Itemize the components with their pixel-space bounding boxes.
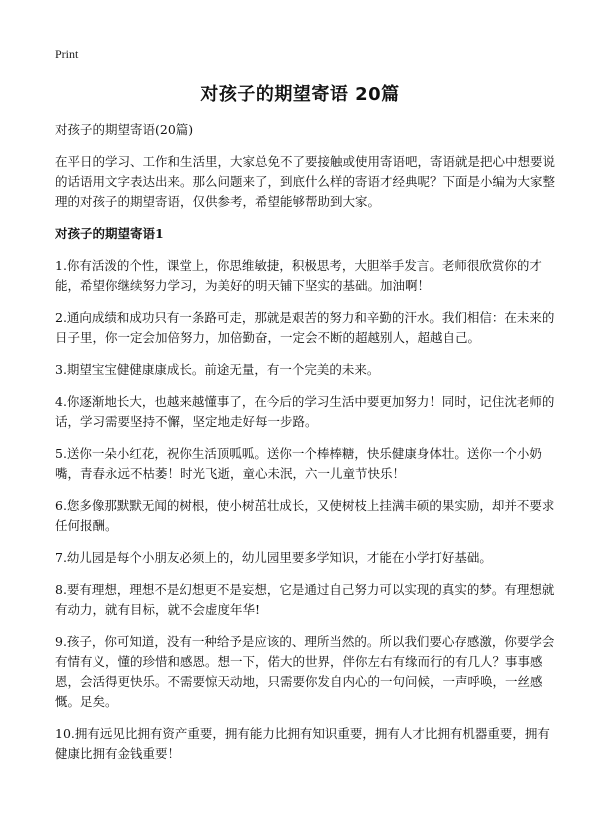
list-item: 3.期望宝宝健健康康成长。前途无量，有一个完美的未来。: [55, 362, 380, 377]
document-body: [55, 120, 555, 776]
list-item: 6.您多像那默默无闻的树根，使小树茁壮成长，又使树枝上挂满丰硕的果实励，却并不要求任何报酬。: [55, 498, 555, 533]
print-link[interactable]: Print: [55, 47, 79, 61]
list-item: 1.你有活泼的个性，课堂上，你思维敏捷，积极思考，大胆举手发言。老师很欣赏你的才能，希望你继续努力学习，为美好的明天铺下坚实的基础。加油啊！: [55, 258, 542, 293]
list-item: 5.送你一朵小红花，祝你生活顶呱呱。送你一个棒棒糖，快乐健康身体壮。送你一个小奶嘴，青春永远不枯萎！时光飞逝，童心未泯，六一儿童节快乐！: [55, 446, 542, 481]
section-heading: 对孩子的期望寄语1: [55, 226, 164, 241]
list-item: 9.孩子，你可知道，没有一种给予是应该的、理所当然的。所以我们要心存感激，你要学会有情有义，懂的珍惜和感恩。想一下，偌大的世界，伴你左右有缘而行的有几人？事事感恩，会活得更快乐。不需要惊天动地，只需要你发自内心的一句问候，一声呼唤，一丝感慨。足矣。: [55, 634, 555, 709]
page-title: 对孩子的期望寄语 20篇: [200, 84, 400, 105]
list-item: 8.要有理想，理想不是幻想更不是妄想，它是通过自己努力可以实现的真实的梦。有理想就有动力，就有目标，就不会虚度年华!: [55, 582, 555, 617]
list-item: 2.通向成绩和成功只有一条路可走，那就是艰苦的努力和辛勤的汗水。我们相信：在未来的日子里，你一定会加倍努力，加倍勤奋，一定会不断的超越别人，超越自己。: [55, 310, 555, 345]
intro-paragraph: 在平日的学习、工作和生活里，大家总免不了要接触或使用寄语吧，寄语就是把心中想要说的话语用文字表达出来。那么问题来了，到底什么样的寄语才经典呢？下面是小编为大家整理的对孩子的期望寄语，仅供参考，希望能够帮助到大家。: [55, 154, 556, 209]
list-item: 4.你逐渐地长大，也越来越懂事了，在今后的学习生活中要更加努力！同时，记住沈老师的话，学习需要坚持不懈，坚定地走好每一步路。: [55, 394, 555, 429]
list-item: 10.拥有远见比拥有资产重要，拥有能力比拥有知识重要，拥有人才比拥有机器重要，拥有健康比拥有金钱重要！: [55, 726, 550, 761]
list-item: 7.幼儿园是每个小朋友必须上的，幼儿园里要多学知识，才能在小学打好基础。: [55, 550, 492, 565]
document-subtitle: 对孩子的期望寄语(20篇): [55, 122, 194, 137]
